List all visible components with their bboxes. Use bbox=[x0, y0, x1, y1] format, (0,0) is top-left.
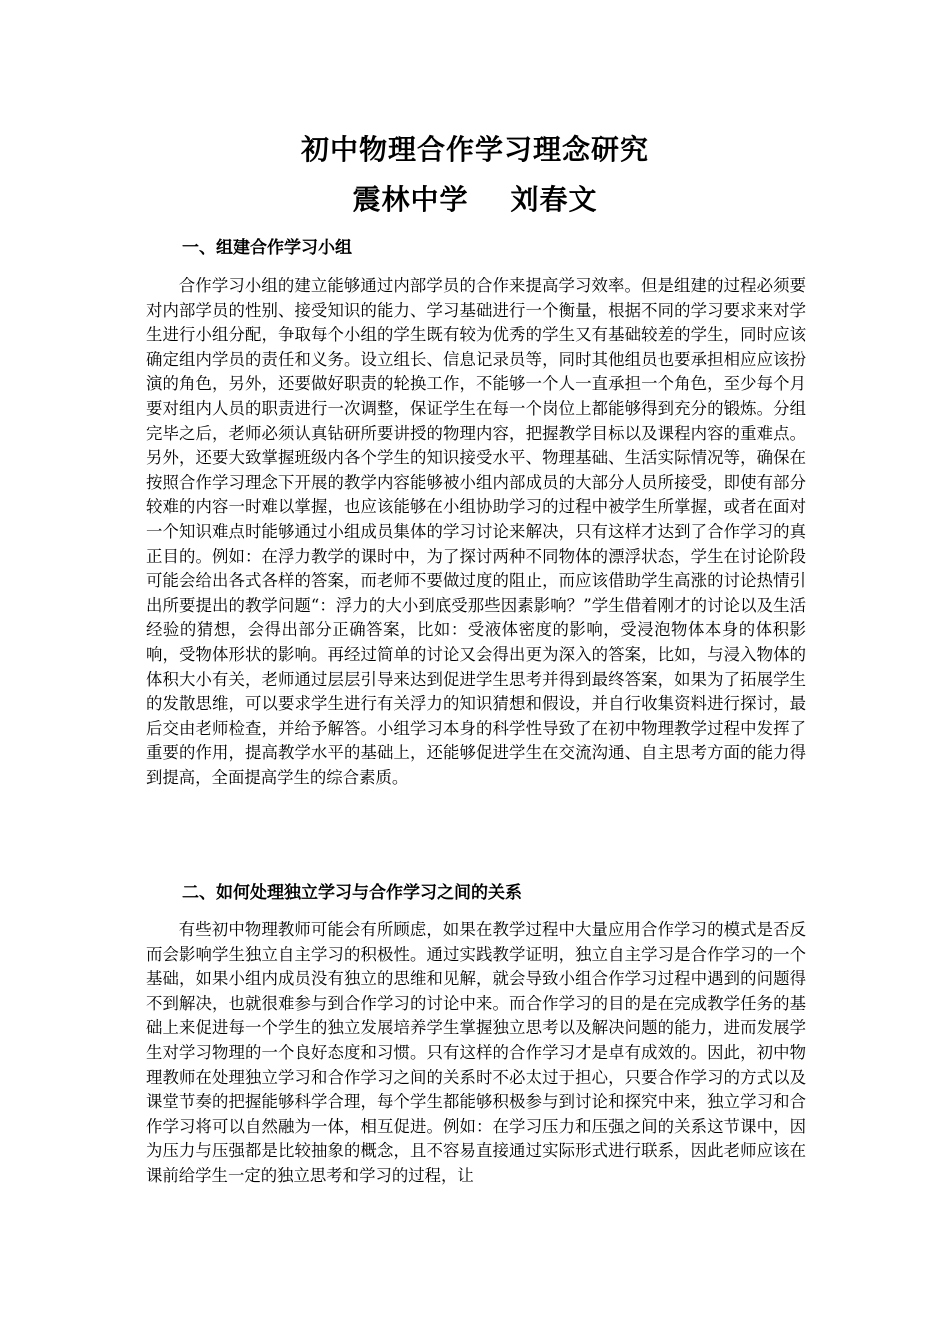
school-name: 震林中学 bbox=[352, 183, 469, 216]
document-title: 初中物理合作学习理念研究 bbox=[300, 133, 649, 166]
author-name: 刘春文 bbox=[510, 183, 598, 216]
section-paragraph-2: 有些初中物理教师可能会有所顾虑，如果在教学过程中大量应用合作学习的模式是否反而会影响学生独立自主学习的积极性。通过实践教学证明，独立自主学习是合作学习的一个基础，如果小组内成员没有独立的思维和见解，就会导致小组合作学习过程中遇到的问题得不到解决，也就很难参与到合作学习的讨论中来。而合作学习的目的是在完成教学任务的基础上来促进每一个学生的独立发展培养学生掌握独立思考以及解决问题的能力，进而发展学生对学习物理的一个良好态度和习惯。只有这样的合作学习才是卓有成效的。因此，初中物理教师在处理独立学习和合作学习之间的关系时不必太过于担心，只要合作学习的方式以及课堂节奏的把握能够科学合理，每个学生都能够积极参与到讨论和探究中来，独立学习和合作学习将可以自然融为一体，相互促进。例如：在学习压力和压强之间的关系这节课中，因为压力与压强都是比较抽象的概念，且不容易直接通过实际形式进行联系，因此老师应该在课前给学生一定的独立思考和学习的过程，让 bbox=[146, 920, 806, 1185]
section-paragraph-1: 合作学习小组的建立能够通过内部学员的合作来提高学习效率。但是组建的过程必须要对内部学员的性别、接受知识的能力、学习基础进行一个衡量，根据不同的学习要求来对学生进行小组分配，争取每个小组的学生既有较为优秀的学生又有基础较差的学生，同时应该确定组内学员的责任和义务。设立组长、信息记录员等，同时其他组员也要承担相应应该扮演的角色，另外，还要做好职责的轮换工作，不能够一个人一直承担一个角色，至少每个月要对组内人员的职责进行一次调整，保证学生在每一个岗位上都能够得到充分的锻炼。分组完毕之后，老师必须认真钻研所要讲授的物理内容，把握教学目标以及课程内容的重难点。另外，还要大致掌握班级内各个学生的知识接受水平、物理基础、生活实际情况等，确保在按照合作学习理念下开展的教学内容能够被小组内部成员的大部分人员所接受，即使有部分较难的内容一时难以掌握，也应该能够在小组协助学习的过程中被学生所掌握，或者在面对一个知识难点时能够通过小组成员集体的学习讨论来解决，只有这样才达到了合作学习的真正目的。例如：在浮力教学的课时中，为了探讨两种不同物体的漂浮状态，学生在讨论阶段可能会给出各式各样的答案，而老师不要做过度的阻止，而应该借助学生高涨的讨论热情引出所要提出的教学问题“：浮力的大小到底受那些因素影响？”学生借着刚才的讨论以及生活经验的猜想，会得出部分正确答案，比如：受液体密度的影响，受浸泡物体本身的体积影响，受物体形状的影响。再经过简单的讨论又会得出更为深入的答案，比如，与浸入物体的体积大小有关，老师通过层层引导来达到促进学生思考并得到最终答案，如果为了拓展学生的发散思维，可以要求学生进行有关浮力的知识猜想和假设，并自行收集资料进行探讨，最后交由老师检查，并给予解答。小组学习本身的科学性导致了在初中物理教学过程中发挥了重要的作用，提高教学水平的基础上，还能够促进学生在交流沟通、自主思考方面的能力得到提高，全面提高学生的综合素质。 bbox=[146, 276, 806, 787]
section-heading-2: 二、如何处理独立学习与合作学习之间的关系 bbox=[182, 883, 522, 903]
author-line bbox=[0, 180, 950, 220]
section-heading-1: 一、组建合作学习小组 bbox=[182, 238, 352, 258]
